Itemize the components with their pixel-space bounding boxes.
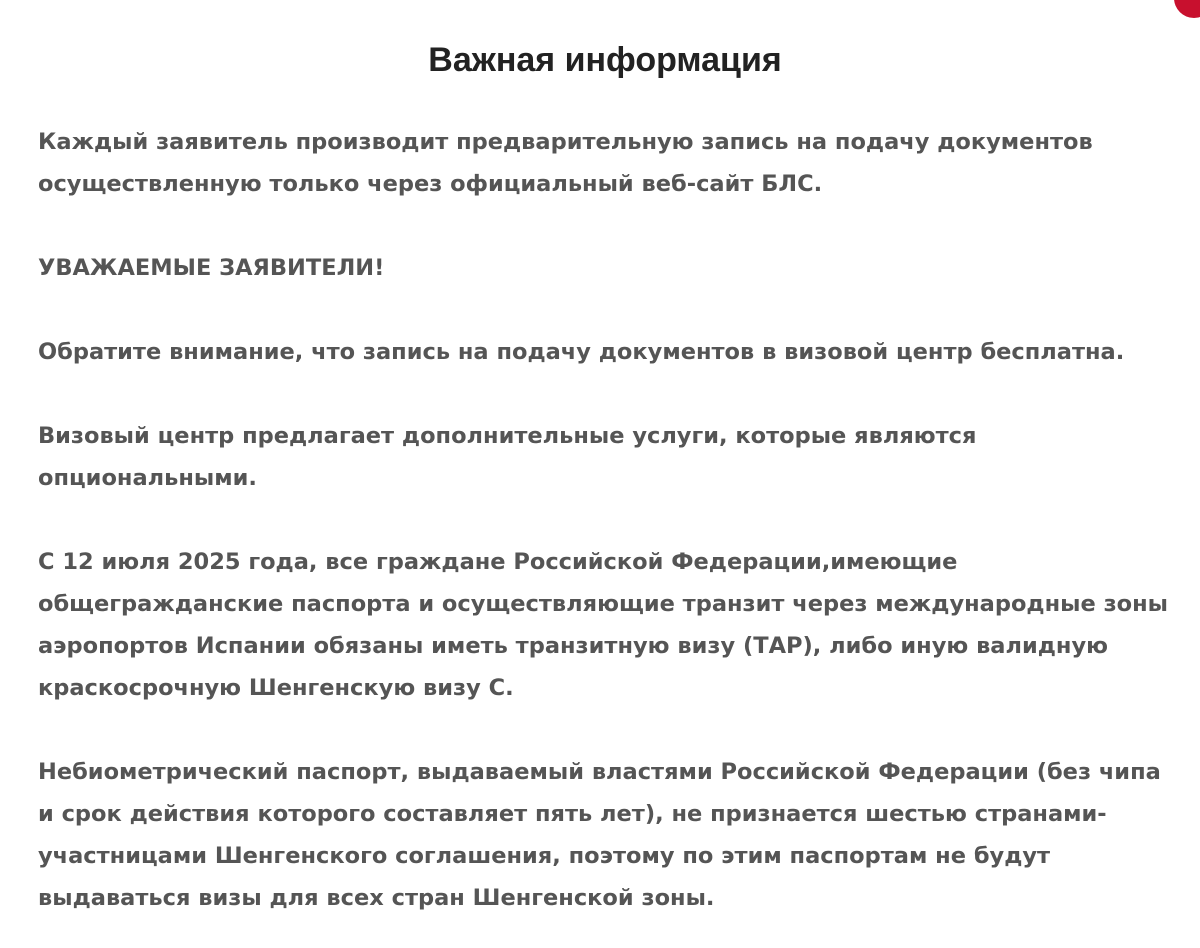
corner-accent-shape [1174,0,1200,18]
paragraph-appointment: Каждый заявитель производит предварительную запись на подачу документов осуществленную только через официальный веб-сайт БЛС. [38,129,1093,197]
paragraph-transit-visa: С 12 июля 2025 года, все граждане Российской Федерации,имеющие общегражданские паспорта и осуществляющие транзит через международные зоны аэропортов Испании обязаны иметь транзитную визу (ТАР), либо иную валидную краскосрочную Шенгенскую визу С. [38,549,1168,701]
paragraph-optional-services: Визовый центр предлагает дополнительные услуги, которые являются опциональными. [38,423,977,491]
notice-body [38,121,1168,919]
paragraph-greeting: УВАЖАЕМЫЕ ЗАЯВИТЕЛИ! [38,255,385,281]
page-title: Важная информация [428,41,782,79]
paragraph-non-biometric-passport: Небиометрический паспорт, выдаваемый властями Российской Федерации (без чипа и срок действия которого составляет пять лет), не признается шестью странами-участницами Шенгенского соглашения, поэтому по этим паспортам не будут выдаваться визы для всех стран Шенгенской зоны. [38,759,1161,911]
paragraph-free-appointment: Обратите внимание, что запись на подачу документов в визовой центр бесплатна. [38,339,1125,365]
